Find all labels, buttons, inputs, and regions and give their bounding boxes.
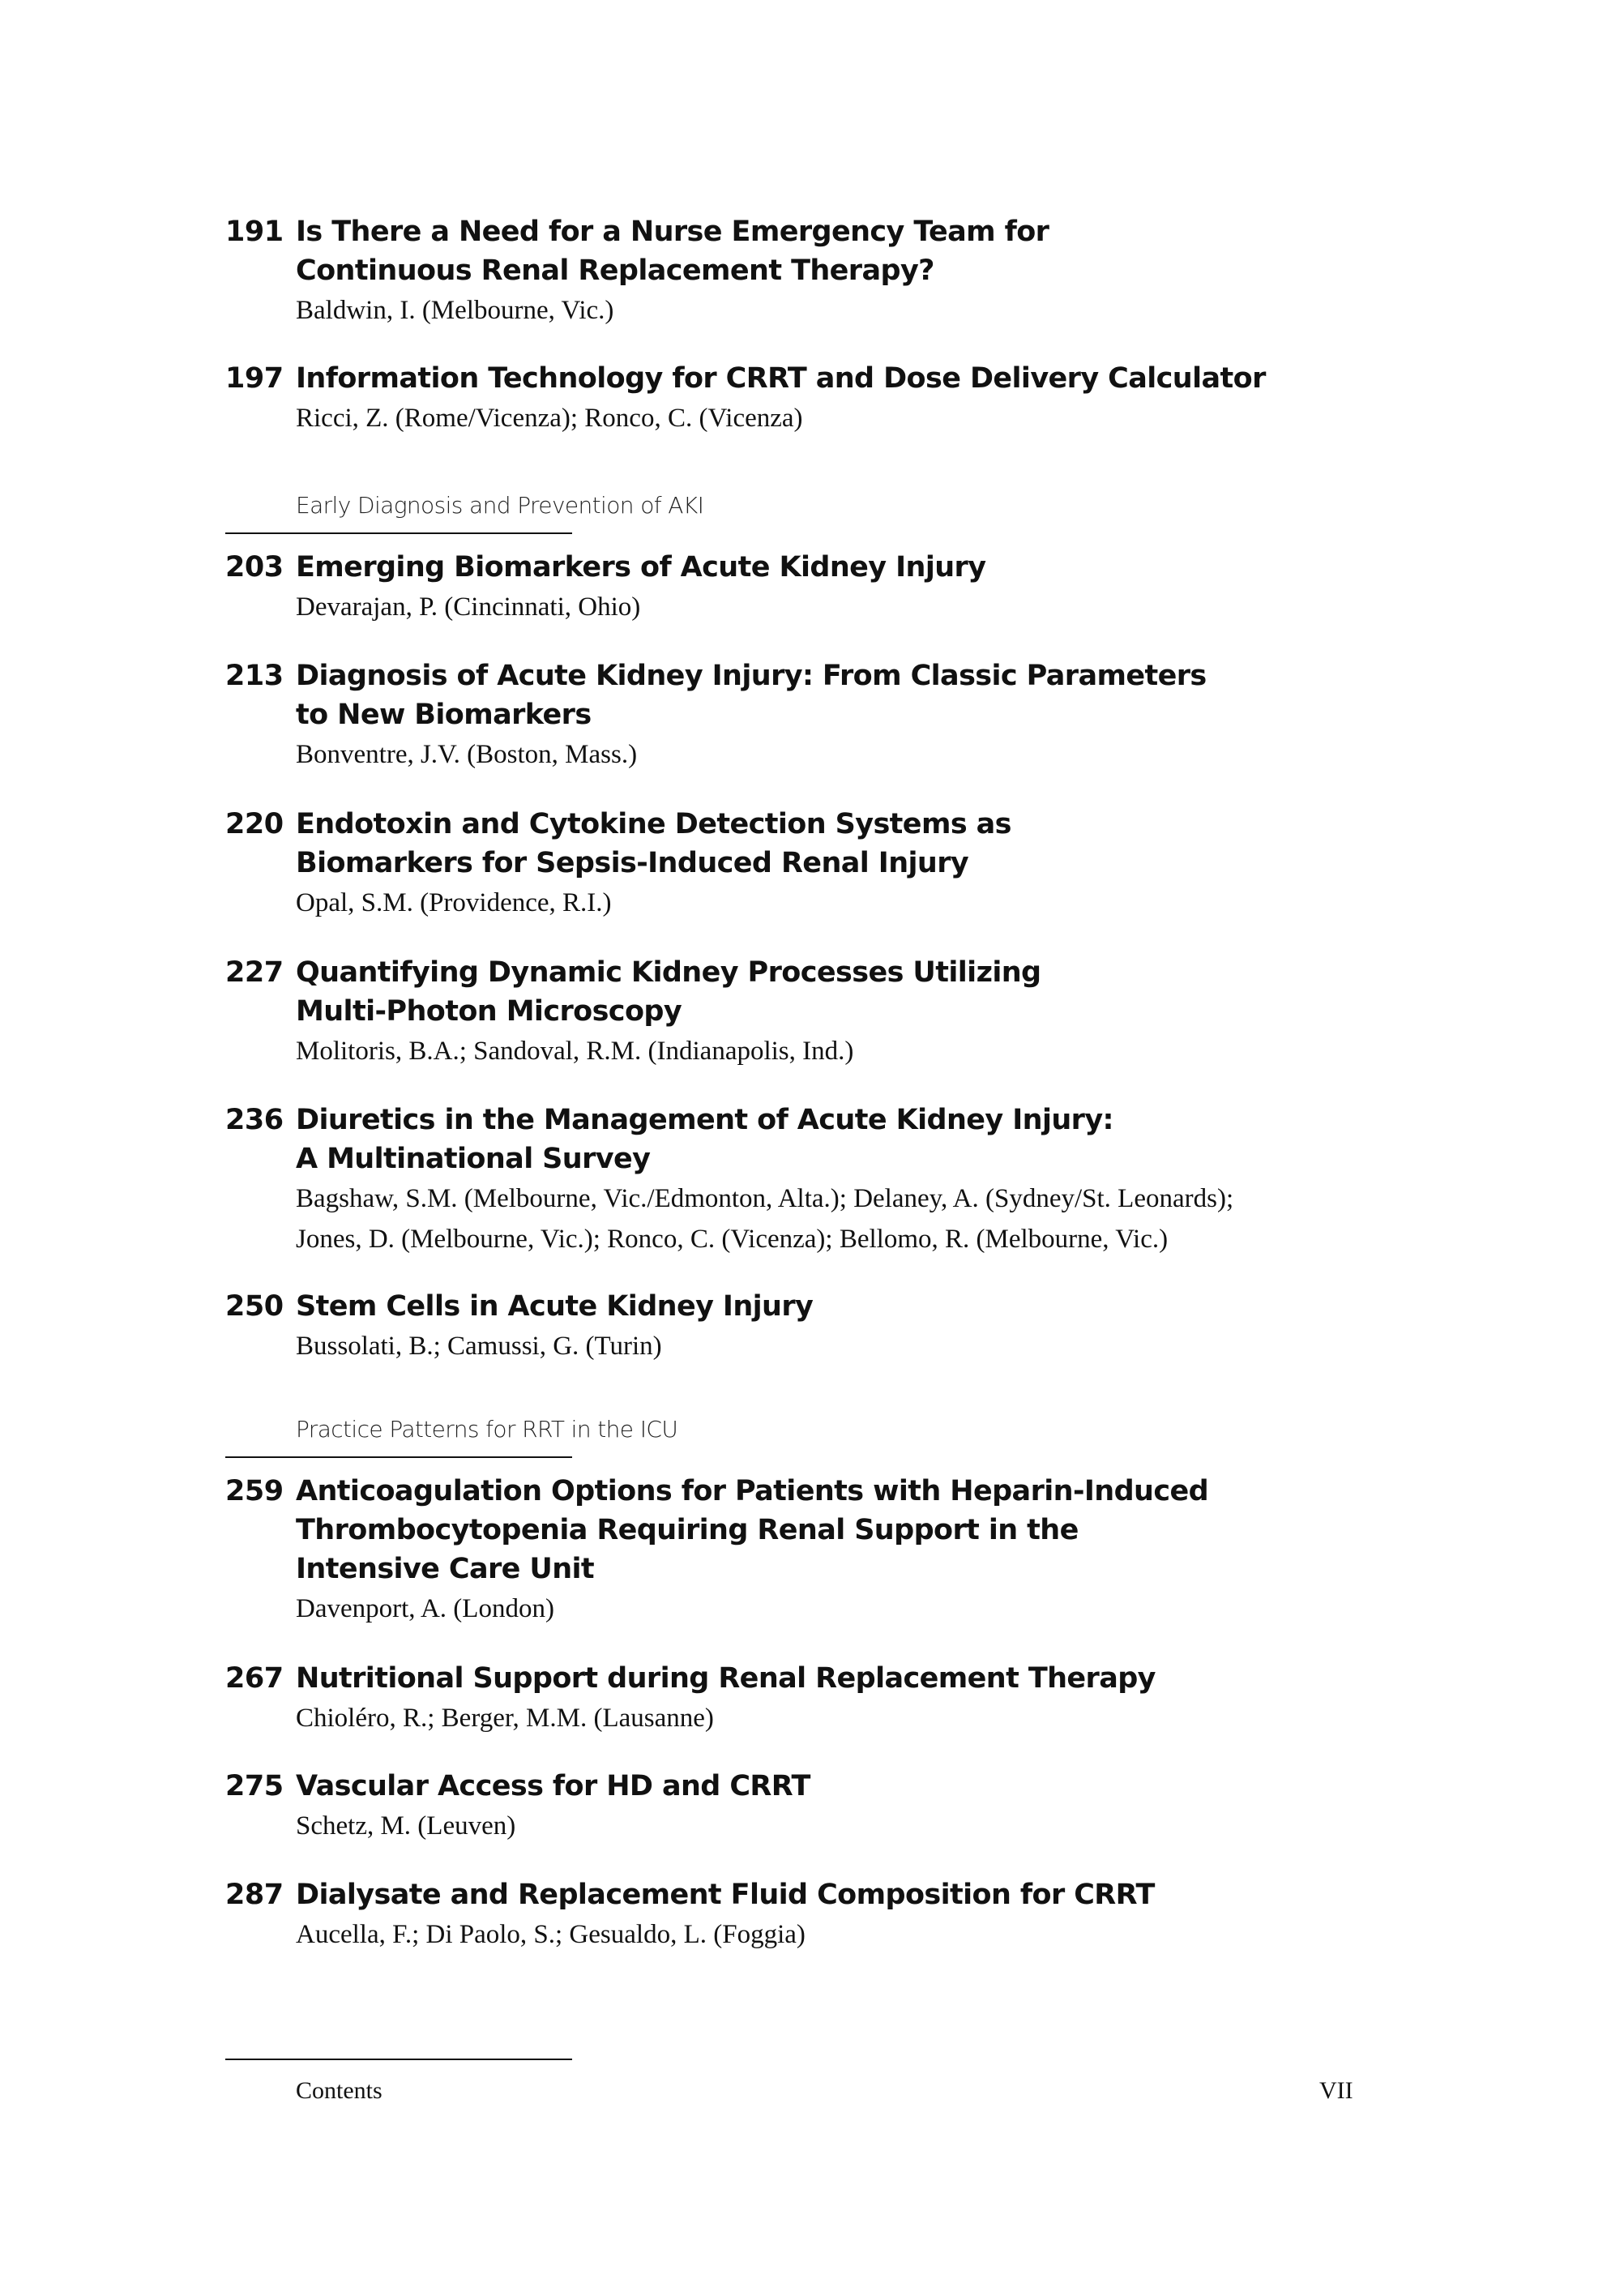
entry-page-number: 220 <box>225 808 284 840</box>
entry-page-number: 197 <box>225 362 284 395</box>
entry-title <box>296 656 1430 734</box>
entry-page-number: 227 <box>225 956 284 989</box>
entry-title <box>296 1101 1430 1178</box>
entry-authors <box>296 1588 1430 1629</box>
entry-title-line: A Multinational Survey <box>296 1143 651 1175</box>
entry-author-line: Molitoris, B.A.; Sandoval, R.M. (Indianapolis, Ind.) <box>296 1037 854 1066</box>
entry-title <box>296 1472 1430 1588</box>
entry-authors <box>296 398 1430 438</box>
entry-title <box>296 953 1430 1031</box>
entry-author-line: Schetz, M. (Leuven) <box>296 1811 516 1841</box>
entry-title-line: Nutritional Support during Renal Replacement Therapy <box>296 1662 1156 1695</box>
entry-author-line: Bonventre, J.V. (Boston, Mass.) <box>296 740 638 769</box>
entry-author-line: Devarajan, P. (Cincinnati, Ohio) <box>296 592 641 622</box>
entry-authors <box>296 1806 1430 1846</box>
entry-authors <box>296 1698 1430 1738</box>
section-rule <box>225 1456 572 1458</box>
entry-author-line: Aucella, F.; Di Paolo, S.; Gesualdo, L. (Foggia) <box>296 1920 806 1949</box>
entry-title-line: Quantifying Dynamic Kidney Processes Utilizing <box>296 956 1041 989</box>
footer-label: Contents <box>296 2077 382 2104</box>
entry-title <box>296 1767 1430 1806</box>
entry-author-line: Bussolati, B.; Camussi, G. (Turin) <box>296 1332 662 1361</box>
entry-title <box>296 1287 1430 1326</box>
entry-title <box>296 1875 1430 1914</box>
section-heading: Practice Patterns for RRT in the ICU <box>296 1416 678 1443</box>
entry-page-number: 275 <box>225 1770 284 1802</box>
entry-title-line: Is There a Need for a Nurse Emergency Team for <box>296 216 1049 248</box>
entry-title-line: Multi-Photon Microscopy <box>296 995 682 1028</box>
entry-title-line: Continuous Renal Replacement Therapy? <box>296 254 934 287</box>
entry-title-line: Intensive Care Unit <box>296 1553 595 1585</box>
entry-title-line: Dialysate and Replacement Fluid Composition for CRRT <box>296 1879 1155 1911</box>
entry-title-line: Thrombocytopenia Requiring Renal Support in the <box>296 1514 1079 1546</box>
entry-author-line: Bagshaw, S.M. (Melbourne, Vic./Edmonton, Alta.); Delaney, A. (Sydney/St. Leonards); <box>296 1184 1234 1213</box>
entry-page-number: 191 <box>225 216 284 248</box>
entry-title <box>296 548 1430 587</box>
entry-author-line: Ricci, Z. (Rome/Vicenza); Ronco, C. (Vicenza) <box>296 404 803 433</box>
footer-page-number: VII <box>1319 2077 1353 2104</box>
entry-author-line: Baldwin, I. (Melbourne, Vic.) <box>296 296 614 325</box>
footer-rule <box>225 2059 572 2060</box>
entry-authors <box>296 734 1430 775</box>
entry-author-line: Jones, D. (Melbourne, Vic.); Ronco, C. (Vicenza); Bellomo, R. (Melbourne, Vic.) <box>296 1225 1169 1254</box>
entry-author-line: Opal, S.M. (Providence, R.I.) <box>296 888 612 917</box>
entry-title-line: Stem Cells in Acute Kidney Injury <box>296 1290 814 1323</box>
section-rule <box>225 532 572 534</box>
entry-page-number: 267 <box>225 1662 284 1695</box>
entry-authors <box>296 290 1430 331</box>
entry-title-line: Emerging Biomarkers of Acute Kidney Injury <box>296 551 986 584</box>
entry-authors <box>296 1031 1430 1071</box>
entry-author-line: Chioléro, R.; Berger, M.M. (Lausanne) <box>296 1704 714 1733</box>
entry-page-number: 287 <box>225 1879 284 1911</box>
entry-title-line: Vascular Access for HD and CRRT <box>296 1770 810 1802</box>
section-heading: Early Diagnosis and Prevention of AKI <box>296 492 704 519</box>
entry-page-number: 259 <box>225 1475 284 1507</box>
entry-page-number: 236 <box>225 1104 284 1136</box>
entry-title <box>296 805 1430 883</box>
entry-title-line: Endotoxin and Cytokine Detection Systems as <box>296 808 1011 840</box>
entry-title-line: Information Technology for CRRT and Dose Delivery Calculator <box>296 362 1266 395</box>
entry-page-number: 203 <box>225 551 284 584</box>
entry-authors <box>296 587 1430 627</box>
entry-page-number: 250 <box>225 1290 284 1323</box>
entry-title <box>296 212 1430 290</box>
entry-authors <box>296 1178 1430 1259</box>
entry-authors <box>296 1914 1430 1955</box>
entry-title <box>296 1659 1430 1698</box>
entry-authors <box>296 1326 1430 1366</box>
entry-author-line: Davenport, A. (London) <box>296 1594 554 1623</box>
entry-authors <box>296 883 1430 923</box>
entry-title-line: Diuretics in the Management of Acute Kidney Injury: <box>296 1104 1113 1136</box>
entry-title-line: Biomarkers for Sepsis-Induced Renal Injury <box>296 847 969 879</box>
entry-title-line: Diagnosis of Acute Kidney Injury: From Classic Parameters <box>296 660 1207 692</box>
entry-page-number: 213 <box>225 660 284 692</box>
entry-title-line: to New Biomarkers <box>296 699 592 731</box>
entry-title-line: Anticoagulation Options for Patients with Heparin-Induced <box>296 1475 1209 1507</box>
entry-title <box>296 359 1430 398</box>
